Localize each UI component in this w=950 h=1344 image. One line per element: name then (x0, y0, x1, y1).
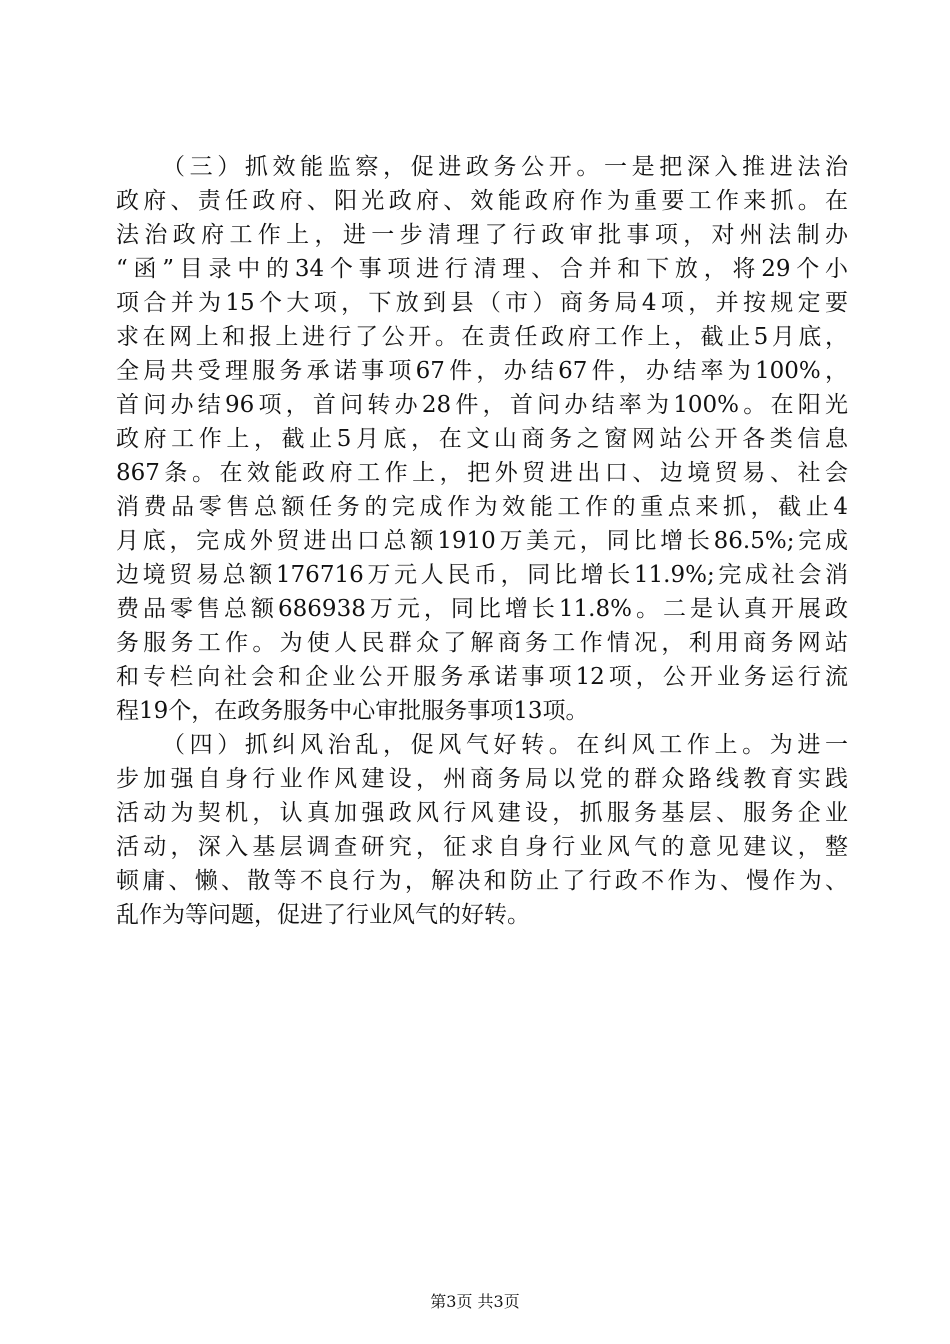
text-line: 867条。在效能政府工作上，把外贸进出口、边境贸易、社会 (116, 460, 848, 486)
text-line: 求在网上和报上进行了公开。在责任政府工作上，截止5月底， (116, 324, 848, 350)
text-line: 步加强自身行业作风建设，州商务局以党的群众路线教育实践 (116, 766, 848, 792)
text-line: 全局共受理服务承诺事项67件，办结67件，办结率为100%， (116, 358, 848, 384)
text-line: 法治政府工作上，进一步清理了行政审批事项，对州法制办 (116, 222, 848, 248)
text-line: 费品零售总额686938万元，同比增长11.8%。二是认真开展政 (116, 596, 848, 622)
text-line: 政府、责任政府、阳光政府、效能政府作为重要工作来抓。在 (116, 188, 848, 214)
text-line: “函”目录中的34个事项进行清理、合并和下放，将29个小 (116, 256, 848, 282)
text-line: 顿庸、懒、散等不良行为，解决和防止了行政不作为、慢作为、 (116, 868, 848, 894)
text-line: （四）抓纠风治乱，促风气好转。在纠风工作上。为进一 (162, 732, 848, 758)
text-line: 和专栏向社会和企业公开服务承诺事项12项，公开业务运行流 (116, 664, 848, 690)
paragraph-rectify-conduct (116, 728, 848, 932)
text-line: 活动，深入基层调查研究，征求自身行业风气的意见建议，整 (116, 834, 848, 860)
page-number-label: 第3页 共3页 (430, 1292, 520, 1311)
text-line: 政府工作上，截止5月底，在文山商务之窗网站公开各类信息 (116, 426, 848, 452)
text-line: 务服务工作。为使人民群众了解商务工作情况，利用商务网站 (116, 630, 848, 656)
text-line: 月底，完成外贸进出口总额1910万美元，同比增长86.5%;完成 (116, 528, 848, 554)
text-line: 首问办结96项，首问转办28件，首问办结率为100%。在阳光 (116, 392, 848, 418)
body-text (116, 150, 848, 932)
text-line: 活动为契机，认真加强政风行风建设，抓服务基层、服务企业 (116, 800, 848, 826)
text-line: 边境贸易总额176716万元人民币，同比增长11.9%;完成社会消 (116, 562, 848, 588)
text-line: （三）抓效能监察，促进政务公开。一是把深入推进法治 (162, 154, 848, 180)
text-line: 项合并为15个大项，下放到县（市）商务局4项，并按规定要 (116, 290, 848, 316)
text-line: 消费品零售总额任务的完成作为效能工作的重点来抓，截止4 (116, 494, 848, 520)
paragraph-efficiency-supervision (116, 150, 848, 728)
page-footer (0, 1292, 950, 1312)
text-line: 程19个，在政务服务中心审批服务事项13项。 (116, 698, 589, 724)
text-line: 乱作为等问题，促进了行业风气的好转。 (116, 902, 530, 928)
